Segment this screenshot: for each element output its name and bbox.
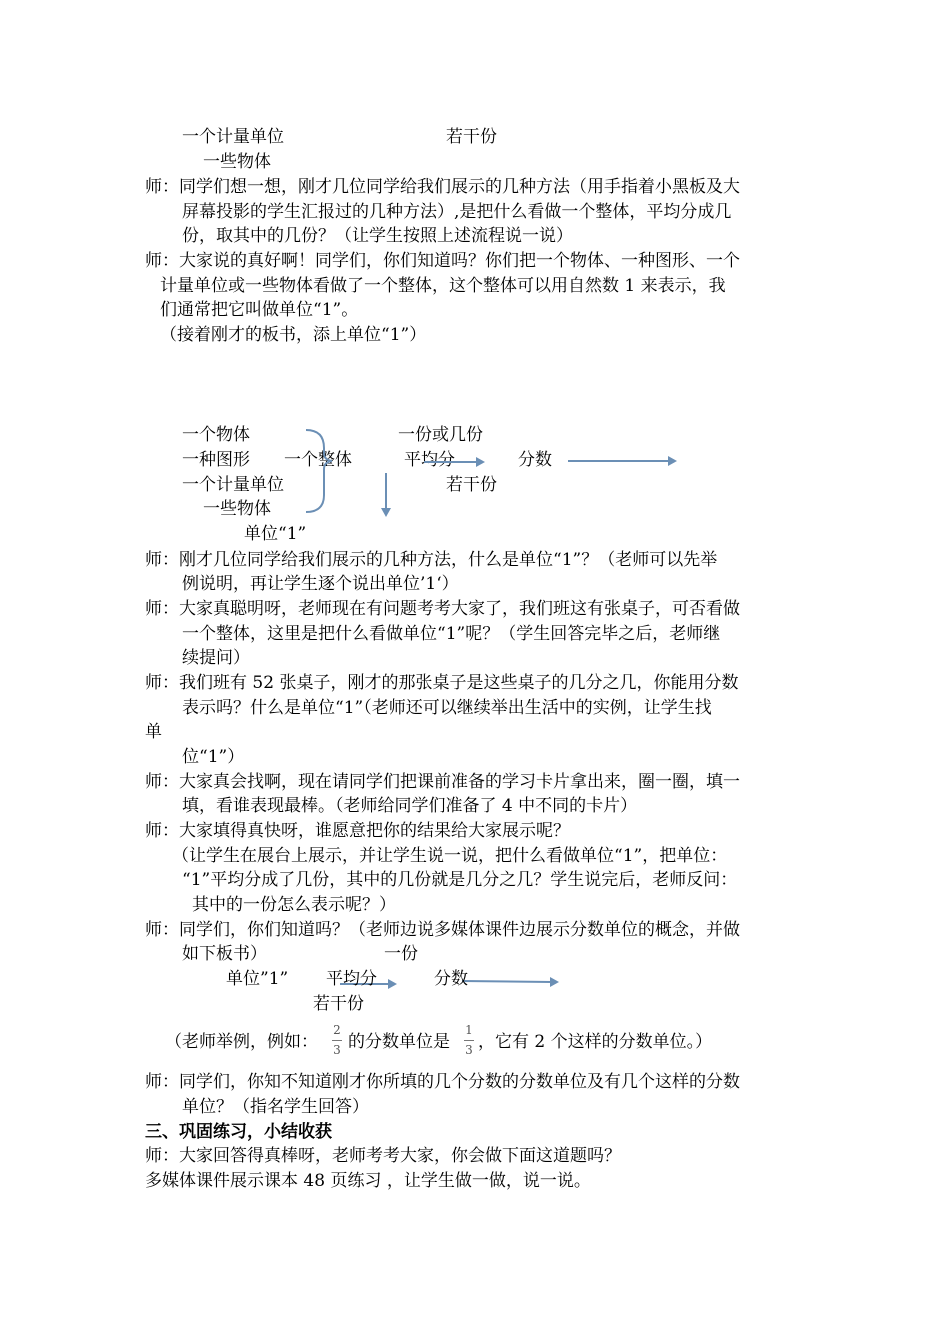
paragraph-line: 单位？（指名学生回答） — [182, 1097, 369, 1117]
paragraph-line: 计量单位或一些物体看做了一个整体，这个整体可以用自然数 1 来表示，我 — [160, 276, 726, 296]
paragraph-line: 一个整体，这里是把什么看做单位“1”呢？（学生回答完毕之后，老师继 — [182, 624, 721, 644]
paragraph-line: “1”平均分成了几份，其中的几份就是几分之几？学生说完后，老师反问： — [182, 870, 738, 890]
paragraph-line: 们通常把它叫做单位“1”。 — [160, 300, 359, 320]
paragraph-line: 师：我们班有 52 张桌子，刚才的那张桌子是这些桌子的几分之几，你能用分数 — [145, 673, 739, 693]
arrowhead — [476, 457, 485, 467]
arrowhead — [388, 979, 397, 989]
arrow-right — [462, 981, 552, 982]
paragraph-line: 师：刚才几位同学给我们展示的几种方法，什么是单位“1”？（老师可以先举 — [145, 550, 718, 570]
arrowhead — [668, 456, 677, 466]
diagram-label: 一个整体 — [284, 450, 352, 470]
diagram-label: 一份或几份 — [398, 425, 483, 445]
diagram-label: 一种图形 — [182, 450, 250, 470]
paragraph-line: 师：大家说的真好啊！同学们，你们知道吗？你们把一个物体、一种图形、一个 — [145, 251, 740, 271]
paragraph-line: 续提问） — [182, 648, 250, 668]
paragraph-line: 其中的一份怎么表示呢？） — [192, 895, 396, 915]
fraction-denominator: 3 — [333, 1043, 341, 1057]
paragraph-line: 如下板书） — [182, 944, 267, 964]
diagram-label: 单位”1” — [226, 969, 289, 989]
arrowhead — [550, 977, 559, 987]
paragraph-line: 师：大家回答得真棒呀，老师考考大家，你会做下面这道题吗？ — [145, 1146, 621, 1166]
paragraph-line: 师：大家真聪明呀，老师现在有问题考考大家了，我们班这有张桌子，可否看做 — [145, 599, 740, 619]
paragraph-line: 师：同学们想一想，刚才几位同学给我们展示的几种方法（用手指着小黑板及大 — [145, 177, 740, 197]
diagram-label: 平均分 — [326, 969, 377, 989]
fraction-bar — [332, 1040, 342, 1041]
paragraph-line: 位“1”） — [182, 747, 245, 767]
text-line: 一些物体 — [203, 152, 271, 172]
diagram-label: 单位“1” — [244, 524, 307, 544]
diagram-label: 一个计量单位 — [182, 475, 284, 495]
paragraph-line: 份，取其中的几份？（让学生按照上述流程说一说） — [182, 226, 573, 246]
brace-shape — [306, 430, 332, 512]
example-text: （老师举例，例如： — [165, 1032, 318, 1052]
diagram-label: 分数 — [518, 450, 552, 470]
fraction-denominator: 3 — [465, 1043, 473, 1057]
diagram-label: 分数 — [434, 969, 468, 989]
example-text: ，它有 2 个这样的分数单位。） — [478, 1032, 713, 1052]
paragraph-line: （接着刚才的板书，添上单位“1”） — [160, 325, 427, 345]
paragraph-line: 单 — [145, 722, 162, 742]
paragraph-line: 屏幕投影的学生汇报过的几种方法）,是把什么看做一个整体，平均分成几 — [182, 202, 732, 222]
paragraph-line: 师：同学们，你知不知道刚才你所填的几个分数的分数单位及有几个这样的分数 — [145, 1072, 740, 1092]
fraction-numerator: 1 — [465, 1023, 473, 1037]
fraction-numerator: 2 — [333, 1023, 341, 1037]
paragraph-line: 填，看谁表现最棒。（老师给同学们准备了 4 中不同的卡片） — [182, 796, 638, 816]
section-heading: 三、巩固练习，小结收获 — [145, 1122, 332, 1142]
diagram-label: 一份 — [384, 944, 418, 964]
paragraph-line: 师：大家填得真快呀，谁愿意把你的结果给大家展示呢？ — [145, 821, 570, 841]
paragraph-line: 表示吗？什么是单位“1”（老师还可以继续举出生活中的实例，让学生找 — [182, 698, 712, 718]
diagram-label: 平均分 — [404, 450, 455, 470]
paragraph-line: （让学生在展台上展示，并让学生说一说，把什么看做单位“1”，把单位： — [172, 846, 728, 866]
diagram-label: 若干份 — [446, 475, 497, 495]
diagram-label: 一个物体 — [182, 425, 250, 445]
paragraph-line: 师：同学们，你们知道吗？（老师边说多媒体课件边展示分数单位的概念，并做 — [145, 920, 740, 940]
text-line: 若干份 — [446, 127, 497, 147]
fraction-bar — [464, 1040, 474, 1041]
paragraph-line: 师：大家真会找啊，现在请同学们把课前准备的学习卡片拿出来，圈一圈，填一 — [145, 772, 740, 792]
paragraph-line: 多媒体课件展示课本 48 页练习 ，让学生做一做，说一说。 — [145, 1171, 591, 1191]
diagram-label: 一些物体 — [203, 499, 271, 519]
text-line: 一个计量单位 — [182, 127, 284, 147]
arrowhead — [381, 508, 391, 517]
diagram-label: 若干份 — [313, 994, 364, 1014]
example-text: 的分数单位是 — [348, 1032, 450, 1052]
paragraph-line: 例说明，再让学生逐个说出单位’1‘） — [182, 574, 459, 594]
